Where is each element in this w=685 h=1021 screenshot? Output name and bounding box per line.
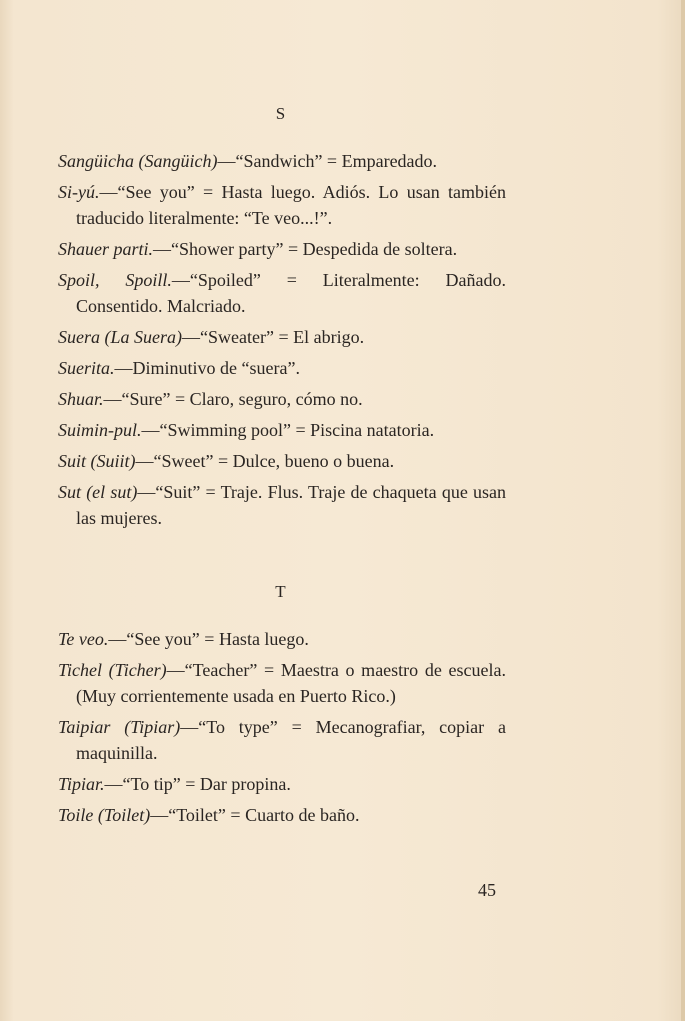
entry-headword: Suerita. [58, 358, 115, 378]
glossary-entry-toile [58, 802, 506, 828]
glossary-entry-spoil [58, 267, 506, 319]
entry-definition: —“See you” = Hasta luego. [108, 629, 309, 649]
glossary-entry-taipiar [58, 714, 506, 766]
glossary-entry-shuar [58, 386, 506, 412]
glossary-entry-tipiar [58, 771, 506, 797]
section-letter-t: T [275, 582, 287, 601]
glossary-entry-tichel [58, 657, 506, 709]
entry-definition: —“Teacher” = Maestra o maestro de escuela. (Muy corrientemente usada en Puerto Rico.) [76, 660, 506, 706]
section-letter-s: S [275, 104, 287, 123]
entry-definition: —“Sweater” = El abrigo. [182, 327, 365, 347]
glossary-entry-suimin-pul [58, 417, 506, 443]
page-number: 45 [478, 880, 496, 900]
page-edge [681, 0, 685, 1021]
entry-headword: Suimin-pul. [58, 420, 142, 440]
entry-headword: Shuar. [58, 389, 104, 409]
section-s-entries [58, 148, 506, 536]
entry-definition: —“See you” = Hasta luego. Adiós. Lo usan también traducido literalmente: “Te veo...!”. [76, 182, 506, 228]
entry-definition: —“To tip” = Dar propina. [104, 774, 291, 794]
entry-headword: Sut (el sut) [58, 482, 138, 502]
glossary-entry-shauer-parti [58, 236, 506, 262]
entry-headword: Spoil, Spoill. [58, 270, 172, 290]
glossary-entry-suit [58, 448, 506, 474]
entry-headword: Suit (Suiit) [58, 451, 136, 471]
glossary-entry-te-veo [58, 626, 506, 652]
entry-definition: —“Swimming pool” = Piscina natatoria. [141, 420, 435, 440]
entry-definition: —“Spoiled” = Literalmente: Dañado. Consentido. Malcriado. [76, 270, 507, 316]
entry-headword: Tichel (Ticher) [58, 660, 167, 680]
glossary-entry-si-yu [58, 179, 506, 231]
entry-definition: —“Shower party” = Despedida de soltera. [153, 239, 458, 259]
entry-definition: —“Suit” = Traje. Flus. Traje de chaqueta que usan las mujeres. [76, 482, 506, 528]
entry-definition: —Diminutivo de “suera”. [114, 358, 300, 378]
glossary-entry-sangiiicha [58, 148, 506, 174]
entry-definition: —“Sure” = Claro, seguro, cómo no. [103, 389, 363, 409]
entry-headword: Sangüicha (Sangüich) [58, 151, 218, 171]
entry-headword: Suera (La Suera) [58, 327, 182, 347]
entry-headword: Toile (Toilet) [58, 805, 151, 825]
glossary-entry-suera [58, 324, 506, 350]
entry-definition: —“Sandwich” = Emparedado. [217, 151, 438, 171]
entry-headword: Tipiar. [58, 774, 105, 794]
entry-definition: —“Toilet” = Cuarto de baño. [150, 805, 360, 825]
entry-definition: —“To type” = Mecanografiar, copiar a maquinilla. [76, 717, 506, 763]
glossary-entry-suerita [58, 355, 506, 381]
section-t-entries [58, 626, 506, 833]
entry-definition: —“Sweet” = Dulce, bueno o buena. [135, 451, 395, 471]
glossary-entry-sut [58, 479, 506, 531]
entry-headword: Te veo. [58, 629, 109, 649]
entry-headword: Si-yú. [58, 182, 100, 202]
entry-headword: Taipiar (Tipiar) [58, 717, 181, 737]
entry-headword: Shauer parti. [58, 239, 154, 259]
